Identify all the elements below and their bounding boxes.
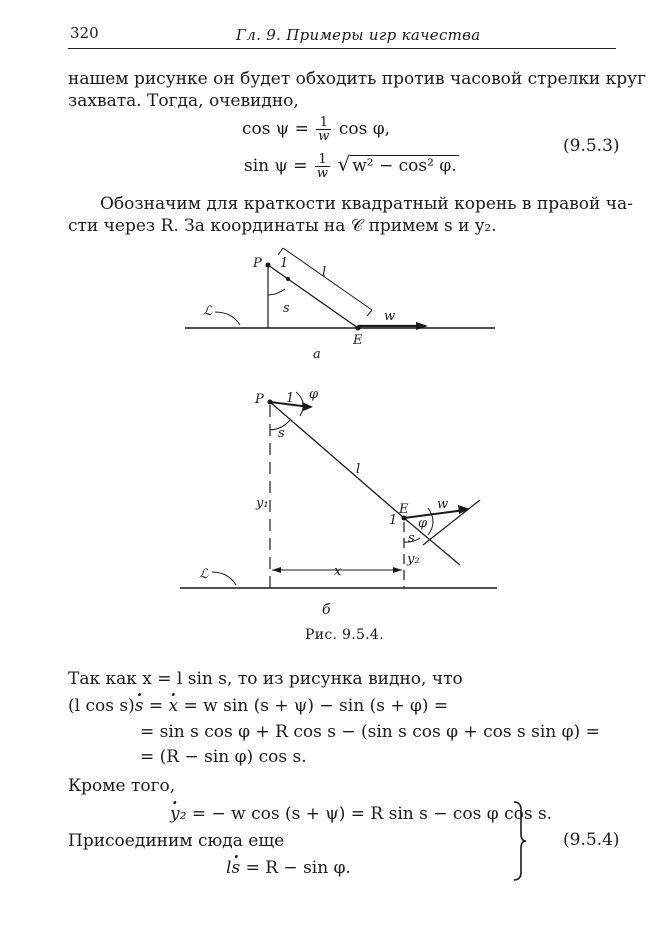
eq2-radicand: w² − cos² φ. [352, 156, 457, 176]
fig-b-label-x: x [334, 564, 342, 579]
fig-b-label-script-l: ℒ [199, 567, 209, 582]
derivation-line-2 [68, 696, 448, 716]
fig-a-point-1 [286, 277, 290, 281]
fig-a-caption: а [313, 347, 321, 362]
fig-a-label-e: E [353, 333, 363, 348]
fig-b-l-pointer [212, 572, 236, 585]
fig-b-rod [270, 402, 404, 518]
eq954-intro: Кроме того, [68, 776, 176, 796]
fig-a-dim-tick-2 [367, 310, 372, 316]
fig-b-phi-arc [296, 392, 303, 416]
fig-b-label-y2: y₂ [407, 552, 420, 567]
s-dot: · s [135, 696, 144, 716]
header-rule [68, 48, 616, 49]
intro-line-1: нашем рисунке он будет обходить против часовой стрелки круг [68, 69, 647, 89]
x-dot: · x [169, 696, 179, 716]
eq954-join: Присоединим сюда еще [68, 831, 285, 851]
fig-b-w-arrow [404, 510, 465, 518]
running-title: Гл. 9. Примеры игр качества [236, 26, 481, 44]
eq2-lhs: sin ψ = [244, 156, 308, 176]
page-number: 320 [70, 24, 99, 42]
fig-b-label-l: l [356, 462, 361, 477]
fig-b-label-s: s [278, 426, 285, 441]
deriv-eq: = [143, 696, 169, 716]
fig-a-rod [268, 265, 358, 328]
fig-b-label-phi: φ [309, 387, 319, 402]
eq1-fraction [316, 116, 331, 143]
derivation-line-1: Так как x = l sin s, то из рисунка видно, что [68, 669, 463, 689]
intro-line-2: захвата. Тогда, очевидно, [68, 91, 299, 111]
fig-b-caption: б [322, 602, 331, 618]
fig-a-label-w: w [384, 309, 396, 324]
fig-a-label-script-l: ℒ [203, 304, 213, 319]
eq-9-5-3-line-1 [242, 116, 390, 143]
figure-a [0, 240, 666, 370]
fig-b-label-p: P [255, 392, 264, 407]
fig-b-tangent-line [423, 500, 480, 545]
fig-a-label-l: l [322, 265, 327, 280]
eq-9-5-4-number: (9.5.4) [563, 830, 620, 850]
eq954-line-1 [170, 804, 552, 824]
sqrt-sign: √ [337, 152, 351, 176]
fig-b-label-y1: y₁ [256, 496, 269, 511]
eq2-fraction [315, 153, 330, 180]
figure-b [0, 380, 666, 620]
eq954-brace [512, 800, 528, 882]
eq1-rhs: cos φ, [338, 119, 391, 139]
eq-9-5-3-line-2 [244, 152, 459, 180]
eq-9-5-3-number: (9.5.3) [563, 136, 620, 156]
deriv-rhs: = w sin (s + ψ) − sin (s + φ) = [178, 696, 449, 716]
fig-b-label-1: 1 [286, 391, 295, 406]
eq954-line1-rhs: = − w cos (s + ψ) = R sin s − cos φ cos s. [191, 804, 553, 824]
fig-a-label-s: s [283, 301, 290, 316]
fig-b-label-1-second: 1 [389, 513, 398, 528]
fig-b-phi2-arc [428, 508, 433, 535]
deriv-lhs: (l cos s) [68, 696, 135, 716]
derivation-line-4: = (R − sin φ) cos s. [140, 747, 307, 767]
derivation-line-3: = sin s cos φ + R cos s − (sin s cos φ + cos s sin φ) = [140, 722, 600, 742]
y2-dot: · y₂ [170, 804, 186, 824]
para2-line-1: Обозначим для краткости квадратный корень в правой ча- [100, 194, 633, 214]
eq1-frac-den: w [318, 129, 330, 144]
fig-a-w-arrowhead [416, 322, 428, 330]
fig-a-label-1: 1 [280, 256, 289, 271]
fig-b-label-s2: s [408, 531, 415, 546]
l-symbol: l [226, 858, 232, 878]
fig-b-x-arrow-right [393, 567, 402, 573]
fig-a-angle-arc [268, 289, 285, 295]
fig-b-label-w: w [437, 497, 449, 512]
fig-b-label-e: E [399, 502, 409, 517]
fig-a-l-dimension [283, 248, 372, 310]
eq1-frac-num: 1 [316, 116, 331, 130]
fig-b-label-phi2: φ [418, 516, 428, 531]
fig-a-dim-tick-1 [278, 248, 283, 255]
eq954-line2-rhs: = R − sin φ. [245, 858, 351, 878]
figure-caption: Рис. 9.5.4. [305, 627, 384, 643]
fig-a-l-pointer [215, 312, 240, 325]
eq2-frac-num: 1 [315, 153, 330, 167]
eq1-lhs: cos ψ = [242, 119, 309, 139]
fig-a-point-p [266, 263, 271, 268]
fig-b-x-arrow-left [272, 567, 281, 573]
fig-b-point-p [268, 400, 273, 405]
s-dot-2: · s [231, 858, 240, 878]
eq2-frac-den: w [316, 166, 329, 181]
eq954-line-2 [226, 858, 351, 878]
para2-line-2: сти через R. За координаты на 𝒞 примем s и y₂. [68, 216, 497, 236]
fig-a-label-p: P [253, 256, 262, 271]
